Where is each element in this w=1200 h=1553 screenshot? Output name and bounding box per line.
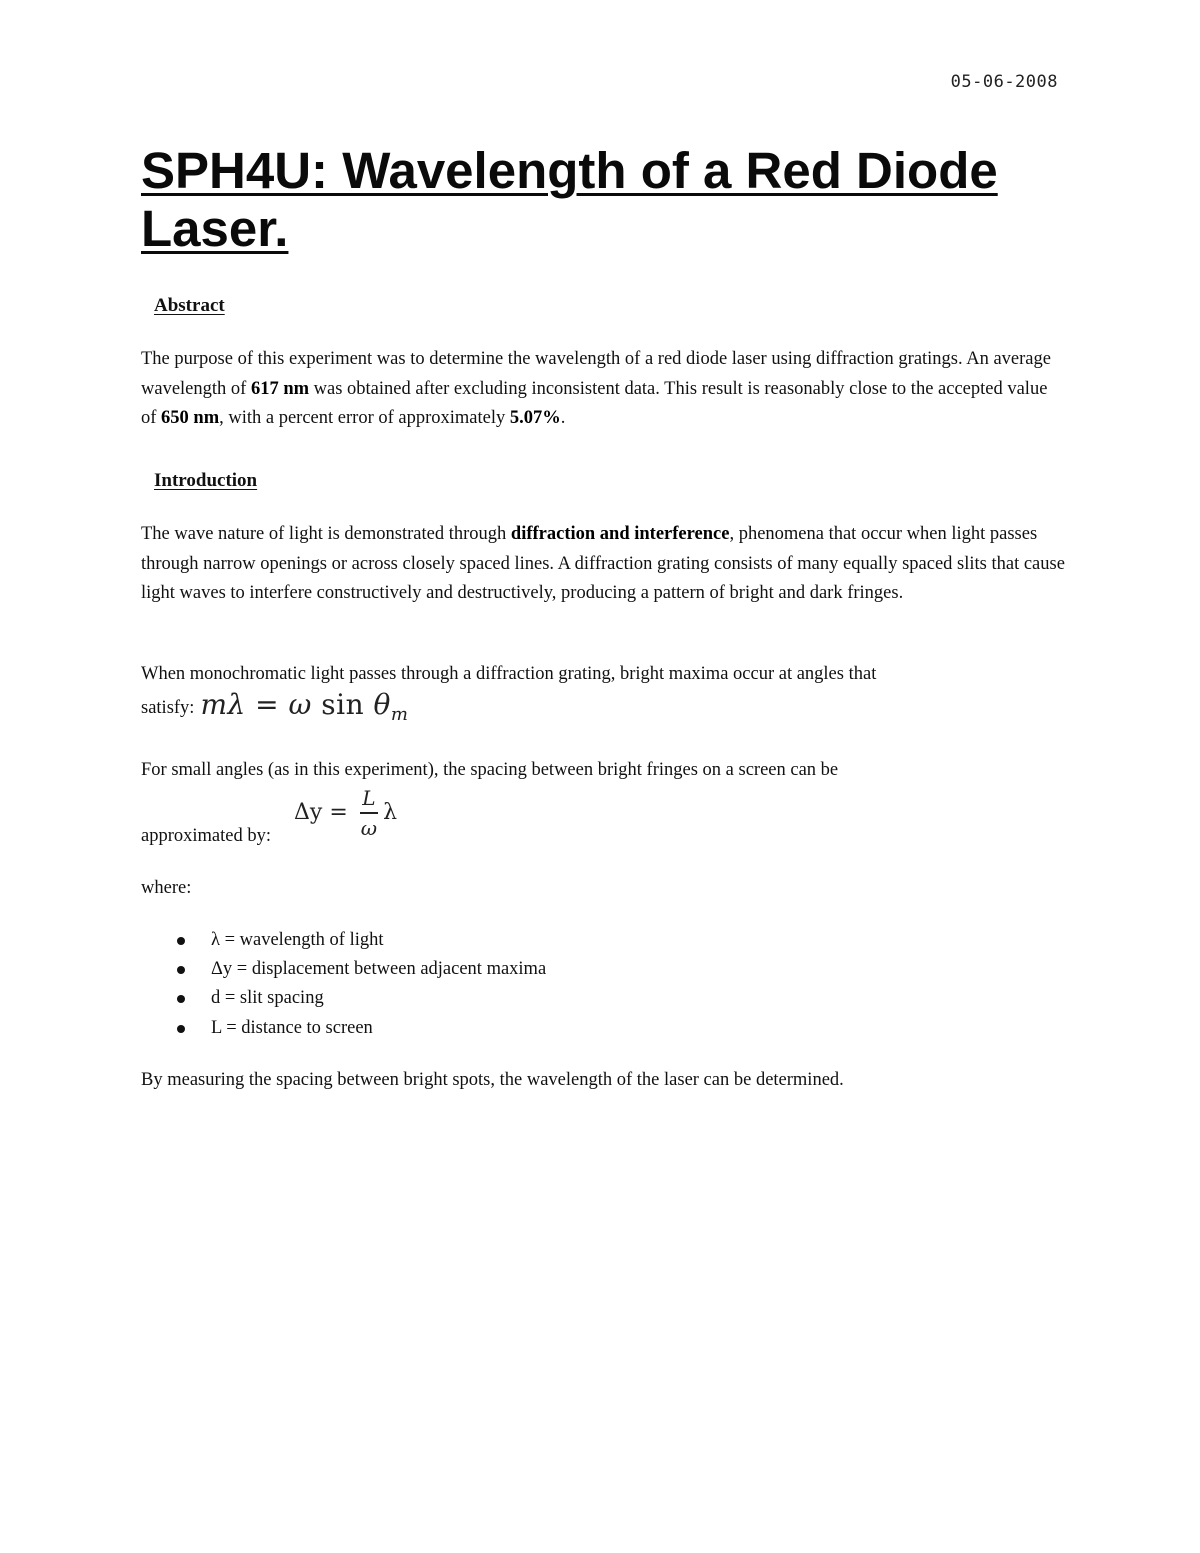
bullet-icon bbox=[177, 995, 185, 1003]
document-title: SPH4U: Wavelength of a Red Diode Laser. bbox=[141, 142, 998, 257]
introduction-heading: Introduction bbox=[154, 470, 258, 491]
definition-l: L = distance to screen bbox=[211, 1017, 373, 1038]
bullet-icon bbox=[177, 1025, 185, 1033]
definitions-list bbox=[170, 926, 546, 1043]
abstract-accepted-value: 650 nm bbox=[161, 408, 220, 428]
bullet-icon bbox=[177, 966, 185, 974]
definition-d: d = slit spacing bbox=[211, 988, 324, 1009]
introduction-paragraph-2 bbox=[141, 660, 1066, 729]
closing-paragraph: By measuring the spacing between bright spots, the wavelength of the laser can be determined. bbox=[141, 1070, 844, 1090]
bullet-icon bbox=[177, 937, 185, 945]
definition-delta-y: Δy = displacement between adjacent maxima bbox=[211, 959, 547, 980]
grating-eq-equals: = bbox=[245, 687, 289, 721]
fringe-eq-equals: = bbox=[322, 800, 355, 826]
list-item bbox=[170, 955, 546, 984]
abstract-paragraph bbox=[141, 345, 1066, 434]
list-item bbox=[170, 1014, 546, 1043]
introduction-paragraph-3-line-1: For small angles (as in this experiment), the spacing between bright fringes on a screen can be bbox=[141, 760, 839, 780]
intro-p1-text-1: The wave nature of light is demonstrated through bbox=[141, 524, 511, 544]
fraction-bar bbox=[360, 812, 378, 814]
document-date: 05-06-2008 bbox=[950, 72, 1058, 92]
introduction-paragraph-3-line-2: approximated by: bbox=[141, 826, 271, 846]
abstract-percent-error: 5.07% bbox=[509, 408, 561, 428]
abstract-heading: Abstract bbox=[154, 295, 225, 316]
abstract-average-wavelength: 617 nm bbox=[250, 378, 310, 399]
definition-lambda: λ = wavelength of light bbox=[211, 930, 384, 950]
grating-eq-lhs: mλ bbox=[200, 687, 246, 721]
fringe-eq-lambda: λ bbox=[383, 800, 398, 826]
intro-p2-line-1: When monochromatic light passes through a diffraction grating, bright maxima occur at angles that bbox=[141, 664, 877, 684]
abstract-text-3: , with a percent error of approximately bbox=[219, 408, 510, 428]
introduction-paragraph-1 bbox=[141, 520, 1066, 609]
grating-eq-subscript: m bbox=[390, 703, 409, 725]
grating-eq-theta: θ bbox=[373, 687, 391, 721]
grating-eq-sin: sin bbox=[311, 687, 374, 721]
intro-p1-bold: diffraction and interference bbox=[510, 524, 730, 544]
abstract-text-2: was obtained after excluding inconsistent data. This result is reasonably close to the accepted value of bbox=[141, 378, 1048, 428]
list-item bbox=[170, 984, 546, 1013]
grating-equation bbox=[200, 687, 409, 725]
where-label: where: bbox=[141, 878, 192, 898]
fringe-eq-numerator: L bbox=[362, 786, 376, 810]
abstract-text-4: . bbox=[560, 408, 566, 428]
intro-p2-line-2: satisfy: bbox=[141, 697, 195, 718]
fringe-eq-denominator: ω bbox=[360, 815, 378, 840]
fringe-eq-lhs: Δy bbox=[294, 800, 323, 826]
intro-p1-text-2: , phenomena that occur when light passes through narrow openings or across closely spaced lines. A diffraction grating consists of many equally spaced slits that cause light waves to interfere constructively and destructively, producing a pattern of bright and dark fringes. bbox=[141, 524, 1065, 603]
grating-eq-omega: ω bbox=[288, 687, 312, 721]
abstract-text-1: The purpose of this experiment was to determine the wavelength of a red diode laser using diffraction gratings. An average wavelength of bbox=[141, 349, 1051, 399]
list-item bbox=[170, 926, 546, 955]
